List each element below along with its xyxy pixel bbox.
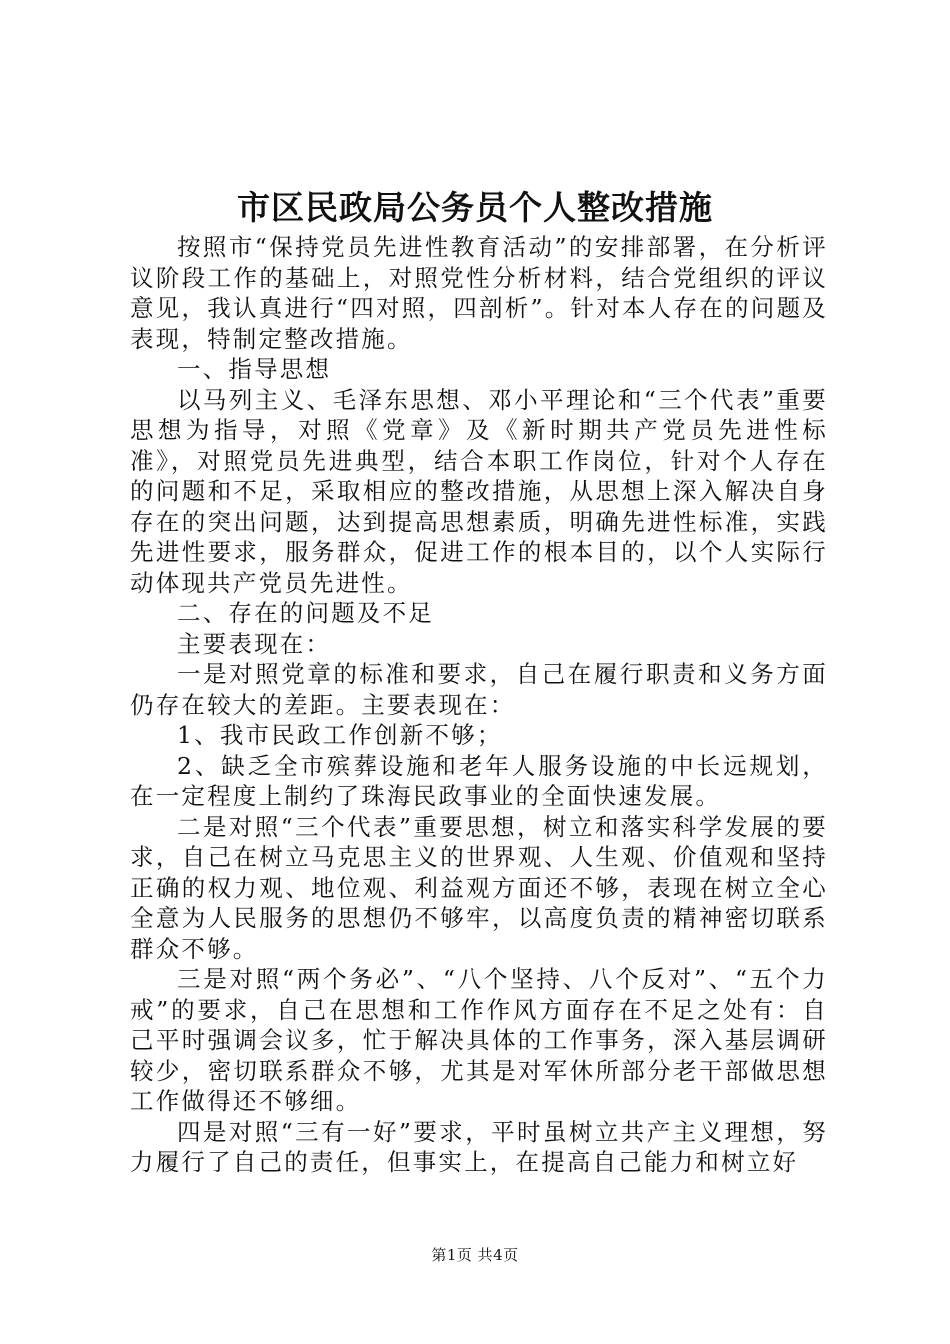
paragraph-guiding-thought: 以马列主义、毛泽东思想、邓小平理论和“三个代表”重要思想为指导，对照《党章》及《新时期共产党员先进性标准》，对照党员先进典型，结合本职工作岗位，针对个人存在的问题和不足，采取相应的整改措施，从思想上深入解决自身存在的突出问题，达到提高思想素质，明确先进性标准，实践先进性要求，服务群众，促进工作的根本目的，以个人实际行动体现共产党员先进性。: [130, 385, 828, 597]
paragraph-point-two: 二是对照“三个代表”重要思想，树立和落实科学发展的要求，自己在树立马克思主义的世界观、人生观、价值观和坚持正确的权力观、地位观、利益观方面还不够，表现在树立全心全意为人民服务的思想仍不够牢，以高度负责的精神密切联系群众不够。: [130, 812, 828, 963]
paragraph-item-1: 1、我市民政工作创新不够；: [177, 721, 503, 749]
document-body: [130, 232, 828, 1178]
paragraph-point-one: 一是对照党章的标准和要求，自己在履行职责和义务方面仍存在较大的差距。主要表现在：: [130, 660, 828, 719]
paragraph-main-manifestations: 主要表现在：: [177, 629, 332, 658]
section-heading-problems: 二、存在的问题及不足: [177, 599, 434, 627]
document-title: 市区民政局公务员个人整改措施: [237, 188, 713, 227]
paragraph-point-four: 四是对照“三有一好”要求，平时虽树立共产主义理想，努力履行了自己的责任，但事实上，在提高自己能力和树立好: [130, 1117, 828, 1176]
paragraph-intro: 按照市“保持党员先进性教育活动”的安排部署，在分析评议阶段工作的基础上，对照党性分析材料，结合党组织的评议意见，我认真进行“四对照，四剖析”。针对本人存在的问题及表现，特制定整改措施。: [130, 233, 828, 353]
section-heading-guiding-thought: 一、指导思想: [177, 355, 332, 383]
paragraph-point-three: 三是对照“两个务必”、“八个坚持、八个反对”、“五个力戒”的要求，自己在思想和工作作风方面存在不足之处有：自己平时强调会议多，忙于解决具体的工作事务，深入基层调研较少，密切联系群众不够，尤其是对军休所部分老干部做思想工作做得还不够细。: [130, 965, 828, 1115]
page-number-footer: 第1页 共4页: [431, 1246, 519, 1264]
paragraph-item-2: 2、缺乏全市殡葬设施和老年人服务设施的中长远规划，在一定程度上制约了珠海民政事业的全面快速发展。: [130, 751, 828, 810]
